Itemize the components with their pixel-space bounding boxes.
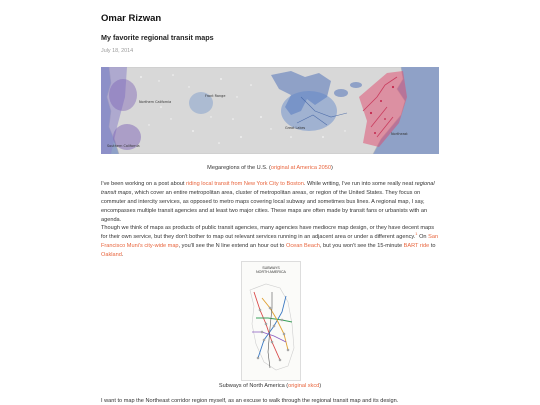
megaregions-map-image xyxy=(101,67,439,154)
para1-text-2: . While writing, I've run into some really neat xyxy=(303,181,415,187)
subways-map-image xyxy=(242,262,300,380)
subways-caption-prefix: Subways of North America ( xyxy=(218,383,289,389)
map-caption-suffix: ) xyxy=(330,165,333,171)
para1-text-3: , which cover an entire metropolitan area, cluster of metropolitan areas, or region of the United States. They focus on commuter and intercity services, as opposed to metro maps covering local subway and sometimes bus lines. A regional map, I say, encompasses multiple transit agencies and at least two major cities. These maps are often made by transit fans or urbanists with an agenda. xyxy=(101,189,428,223)
para1-emphasis: regional transit maps xyxy=(101,181,435,196)
paragraph-agencies xyxy=(101,224,439,260)
para2-text-1: Though we think of maps as products of public transit agencies, many agencies have mediocre map design, or they have decent maps for their own service, but they don't bother to map out relevant services running in an adjacent area or under a different agency. xyxy=(101,225,435,240)
map-caption-prefix: Megaregions of the U.S. ( xyxy=(207,165,271,171)
map-label-great-lakes: Great Lakes xyxy=(285,126,306,130)
subway-line-red xyxy=(254,292,280,360)
map-caption-link[interactable]: original at America 2050 xyxy=(270,165,331,171)
footnote-ref[interactable]: 1 xyxy=(415,231,418,237)
link-oakland[interactable]: Oakland xyxy=(101,251,122,258)
link-riding-local-transit[interactable]: riding local transit from New York City to Boston xyxy=(186,181,304,187)
map-caption xyxy=(101,165,439,171)
post-title[interactable]: My favorite regional transit maps xyxy=(101,33,214,42)
subways-caption xyxy=(101,383,439,389)
site-title[interactable]: Omar Rizwan xyxy=(101,13,162,24)
lake-ontario xyxy=(350,82,362,88)
para1-text-1: I've been working on a post about xyxy=(101,181,187,187)
megaregions-map[interactable] xyxy=(101,67,439,154)
para2-text-6: . xyxy=(121,251,124,258)
map-label-front-range: Front Range xyxy=(205,94,226,98)
link-bart-ride[interactable]: BART ride xyxy=(403,242,430,249)
link-muni-map[interactable]: San Francisco Muni's city-wide map xyxy=(101,233,439,249)
map-land xyxy=(107,67,405,154)
subways-title-line-2: NORTH AMERICA xyxy=(256,270,286,275)
region-northern-california xyxy=(109,79,137,111)
subways-caption-link[interactable]: original xkcd xyxy=(288,383,320,389)
subway-line-green xyxy=(256,318,292,322)
paragraph-next: I want to map the Northeast corridor region myself, as an excuse to walk through the regional transit map and its design. xyxy=(101,398,399,404)
para2-text-4: , but you won't see the 15-minute xyxy=(319,242,404,249)
map-label-northeast: Northeast xyxy=(391,132,408,136)
lake-erie xyxy=(334,89,348,97)
subways-map[interactable] xyxy=(241,261,301,381)
map-label-southern-california: Southern California xyxy=(107,144,140,148)
region-great-lakes xyxy=(281,91,337,131)
subways-title-line-1: SUBWAYS xyxy=(262,266,280,270)
para2-text-3: , you'll see the N line extend an hour out to xyxy=(178,242,286,249)
para2-text-5: to xyxy=(429,242,436,249)
post-date: July 18, 2014 xyxy=(101,48,134,54)
map-label-northern-california: Northern California xyxy=(139,100,172,104)
link-ocean-beach[interactable]: Ocean Beach xyxy=(285,242,320,249)
paragraph-intro xyxy=(101,180,439,225)
para2-text-2: On xyxy=(417,233,429,240)
subways-caption-suffix: ) xyxy=(319,383,322,389)
